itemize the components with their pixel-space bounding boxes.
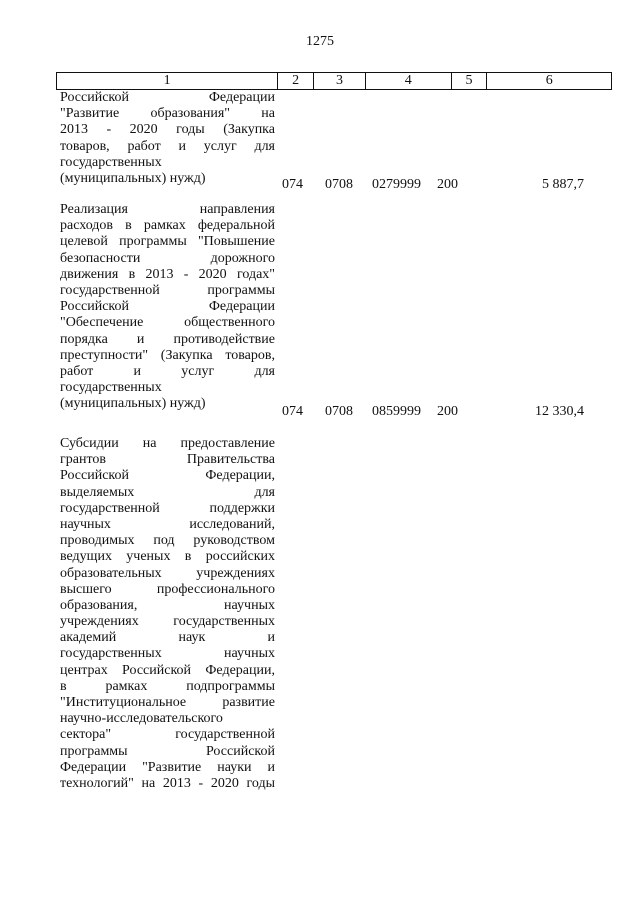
section-code: 0708 [325, 404, 353, 419]
description-line: программы Российской [60, 743, 275, 759]
description-line: научно-исследовательского [60, 711, 223, 727]
column-header-6: 6 [545, 73, 553, 88]
row-description [60, 90, 275, 187]
description-line: государственных научных [60, 646, 275, 662]
target-code: 0279999 [372, 177, 421, 192]
section-code: 0708 [325, 177, 353, 192]
description-line: государственных [60, 380, 162, 396]
description-line: государственной программы [60, 282, 275, 298]
description-line: центрах Российской Федерации, [60, 662, 275, 678]
description-line: ведущих ученых в российских [60, 549, 275, 565]
description-line: "Обеспечение общественного [60, 315, 275, 331]
description-line: целевой программы "Повышение [60, 234, 275, 250]
description-line: научных исследований, [60, 516, 275, 532]
column-header-4: 4 [366, 73, 452, 89]
description-line: Российской Федерации [60, 90, 275, 105]
description-line: высшего профессионального [60, 581, 275, 597]
description-line: (муниципальных) нужд) [60, 396, 206, 412]
gl-code: 074 [282, 177, 303, 192]
page-number: 1275 [306, 34, 334, 49]
description-line: Российской Федерации [60, 299, 275, 315]
description-line: движения в 2013 - 2020 годах" [60, 266, 275, 282]
description-line: государственных [60, 154, 162, 170]
description-line: товаров, работ и услуг для [60, 138, 275, 154]
description-line: учреждениях государственных [60, 614, 275, 630]
column-header-3: 3 [314, 73, 366, 89]
row-description [60, 436, 275, 792]
gl-code: 074 [282, 404, 303, 419]
description-line: академий наук и [60, 630, 275, 646]
description-line: Субсидии на предоставление [60, 436, 275, 451]
description-line: 2013 - 2020 годы (Закупка [60, 122, 275, 138]
column-header-1: 1 [57, 73, 278, 89]
description-line: технологий" на 2013 - 2020 годы [60, 775, 275, 791]
description-line: сектора" государственной [60, 727, 275, 743]
description-line: Федерации "Развитие науки и [60, 759, 275, 775]
amount: 12 330,4 [535, 404, 584, 419]
description-line: в рамках подпрограммы [60, 678, 275, 694]
row-description [60, 202, 275, 412]
description-line: Российской Федерации, [60, 468, 275, 484]
description-line: грантов Правительства [60, 452, 275, 468]
expense-type: 200 [437, 404, 458, 419]
description-line: преступности" (Закупка товаров, [60, 347, 275, 363]
description-line: Реализация направления [60, 202, 275, 217]
column-header-5: 5 [452, 73, 488, 89]
description-line: образовательных учреждениях [60, 565, 275, 581]
description-line: порядка и противодействие [60, 331, 275, 347]
description-line: расходов в рамках федеральной [60, 218, 275, 234]
description-line: выделяемых для [60, 484, 275, 500]
description-line: "Развитие образования" на [60, 106, 275, 122]
description-line: (муниципальных) нужд) [60, 170, 206, 186]
target-code: 0859999 [372, 404, 421, 419]
description-line: работ и услуг для [60, 363, 275, 379]
description-line: проводимых под руководством [60, 533, 275, 549]
description-line: государственной поддержки [60, 500, 275, 516]
column-header-2: 2 [278, 73, 314, 89]
description-line: "Институциональное развитие [60, 695, 275, 710]
expense-type: 200 [437, 177, 458, 192]
amount: 5 887,7 [542, 177, 584, 192]
description-line: образования, научных [60, 597, 275, 613]
table-header [56, 72, 612, 90]
description-line: безопасности дорожного [60, 250, 275, 266]
